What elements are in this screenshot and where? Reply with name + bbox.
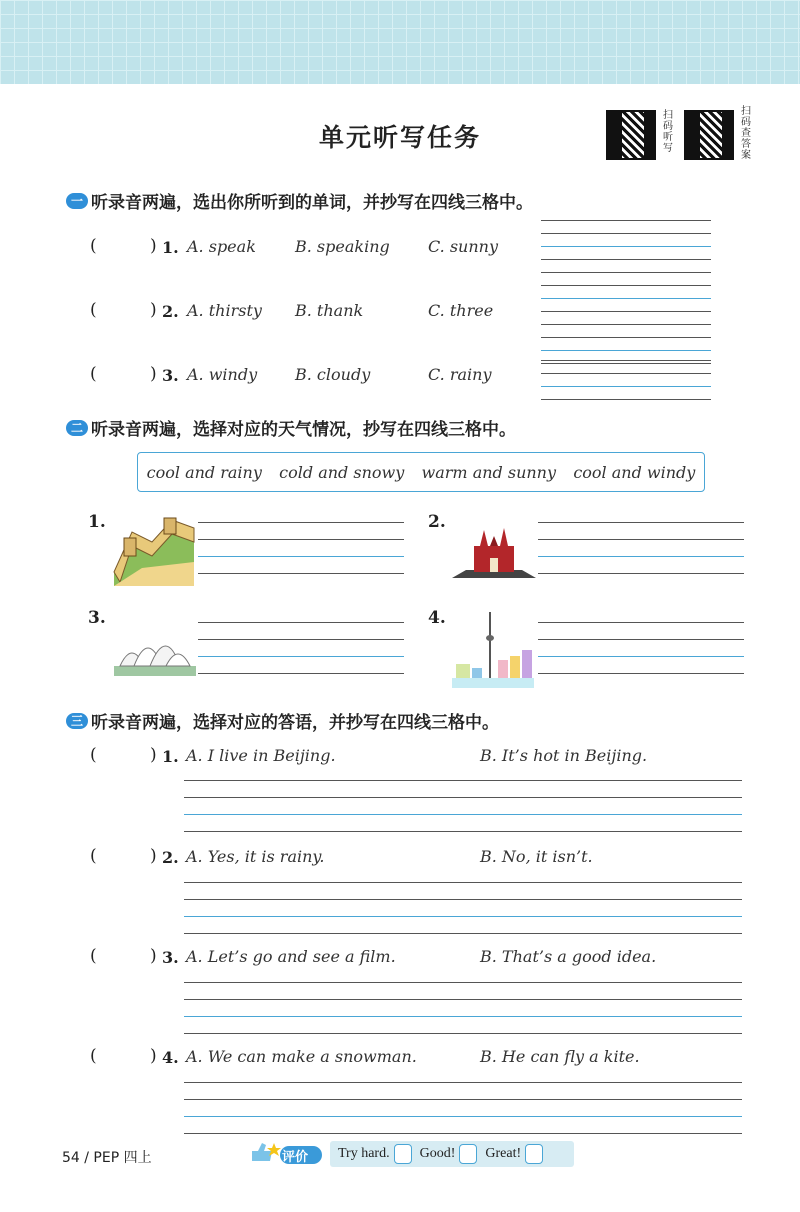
tv-tower-skyline-icon — [452, 610, 534, 688]
qr-label-listen: 扫码听写 — [663, 110, 673, 154]
option-c: C. three — [428, 301, 494, 320]
good-label: Good! — [419, 1146, 456, 1161]
try-hard-checkbox[interactable] — [394, 1144, 412, 1164]
try-hard-label: Try hard. — [338, 1146, 390, 1161]
answer-paren-close: ) — [150, 745, 157, 765]
weather-options-box — [137, 452, 705, 492]
option-a: A. Let’s go and see a film. — [186, 947, 396, 966]
answer-paren-open: ( — [90, 1046, 97, 1066]
option-a: A. windy — [187, 365, 258, 384]
option-a: A. We can make a snowman. — [186, 1047, 417, 1066]
answer-paren-close: ) — [150, 300, 157, 320]
writing-lines[interactable] — [541, 324, 711, 364]
item-number: 3. — [88, 608, 106, 628]
item-number: 3. — [162, 948, 179, 967]
good-checkbox[interactable] — [459, 1144, 477, 1164]
great-checkbox[interactable] — [525, 1144, 543, 1164]
answer-paren-open: ( — [90, 364, 97, 384]
answer-paren-open: ( — [90, 745, 97, 765]
writing-lines[interactable] — [541, 272, 711, 312]
option-b: B. It’s hot in Beijing. — [480, 746, 648, 765]
qr-code-answers[interactable] — [684, 110, 734, 160]
option-b: B. No, it isn’t. — [480, 847, 593, 866]
section3-badge: 三 — [66, 713, 88, 729]
section1-badge: 一 — [66, 193, 88, 209]
writing-lines[interactable] — [538, 622, 744, 674]
writing-lines[interactable] — [184, 780, 742, 832]
item-number: 1. — [88, 512, 106, 532]
option-b: B. He can fly a kite. — [480, 1047, 640, 1066]
item-number: 2. — [428, 512, 446, 532]
option-a: A. Yes, it is rainy. — [186, 847, 325, 866]
answer-paren-open: ( — [90, 236, 97, 256]
weather-option: cold and snowy — [279, 462, 405, 482]
writing-lines[interactable] — [538, 522, 744, 574]
answer-paren-close: ) — [150, 364, 157, 384]
weather-option: cool and rainy — [146, 462, 262, 482]
great-label: Great! — [485, 1146, 522, 1161]
writing-lines[interactable] — [184, 1082, 742, 1134]
option-b: B. cloudy — [295, 365, 371, 384]
section1-heading-text: 听录音两遍，选出你所听到的单词，并抄写在四线三格中。 — [91, 193, 533, 213]
option-a: A. I live in Beijing. — [186, 746, 336, 765]
evaluation-box — [330, 1141, 574, 1167]
writing-lines[interactable] — [541, 360, 711, 400]
writing-lines[interactable] — [541, 220, 711, 260]
option-a: A. speak — [187, 237, 256, 256]
section3-heading — [66, 708, 499, 733]
qr-code-listen[interactable] — [606, 110, 656, 160]
answer-paren-close: ) — [150, 846, 157, 866]
writing-lines[interactable] — [184, 882, 742, 934]
option-b: B. speaking — [295, 237, 390, 256]
answer-paren-open: ( — [90, 300, 97, 320]
section3-heading-text: 听录音两遍，选择对应的答语，并抄写在四线三格中。 — [91, 713, 499, 733]
writing-lines[interactable] — [198, 522, 404, 574]
answer-paren-open: ( — [90, 946, 97, 966]
item-number: 3. — [162, 366, 179, 385]
section2-heading-text: 听录音两遍，选择对应的天气情况，抄写在四线三格中。 — [91, 420, 516, 440]
option-a: A. thirsty — [187, 301, 262, 320]
writing-lines[interactable] — [198, 622, 404, 674]
answer-paren-close: ) — [150, 236, 157, 256]
answer-paren-close: ) — [150, 946, 157, 966]
writing-lines[interactable] — [184, 982, 742, 1034]
red-cathedral-icon — [452, 524, 536, 580]
item-number: 1. — [162, 747, 179, 766]
header-grid-band — [0, 0, 800, 84]
great-wall-icon — [112, 512, 196, 588]
page-title: 单元听写任务 — [318, 123, 481, 152]
item-number: 4. — [162, 1048, 179, 1067]
weather-option: warm and sunny — [421, 462, 557, 482]
answer-paren-close: ) — [150, 1046, 157, 1066]
page-number: 54 / PEP 四上 — [62, 1150, 152, 1166]
section2-heading — [66, 415, 516, 440]
weather-option: cool and windy — [573, 462, 696, 482]
section2-badge: 二 — [66, 420, 88, 436]
opera-house-icon — [114, 620, 196, 680]
item-number: 2. — [162, 302, 179, 321]
answer-paren-open: ( — [90, 846, 97, 866]
option-b: B. thank — [295, 301, 364, 320]
option-c: C. rainy — [428, 365, 492, 384]
item-number: 4. — [428, 608, 446, 628]
section1-heading — [66, 188, 533, 213]
item-number: 1. — [162, 238, 179, 257]
qr-label-answers: 扫码查答案 — [741, 106, 751, 161]
option-b: B. That’s a good idea. — [480, 947, 657, 966]
evaluation-tag-label: 评价 — [282, 1150, 309, 1165]
option-c: C. sunny — [428, 237, 499, 256]
item-number: 2. — [162, 848, 179, 867]
